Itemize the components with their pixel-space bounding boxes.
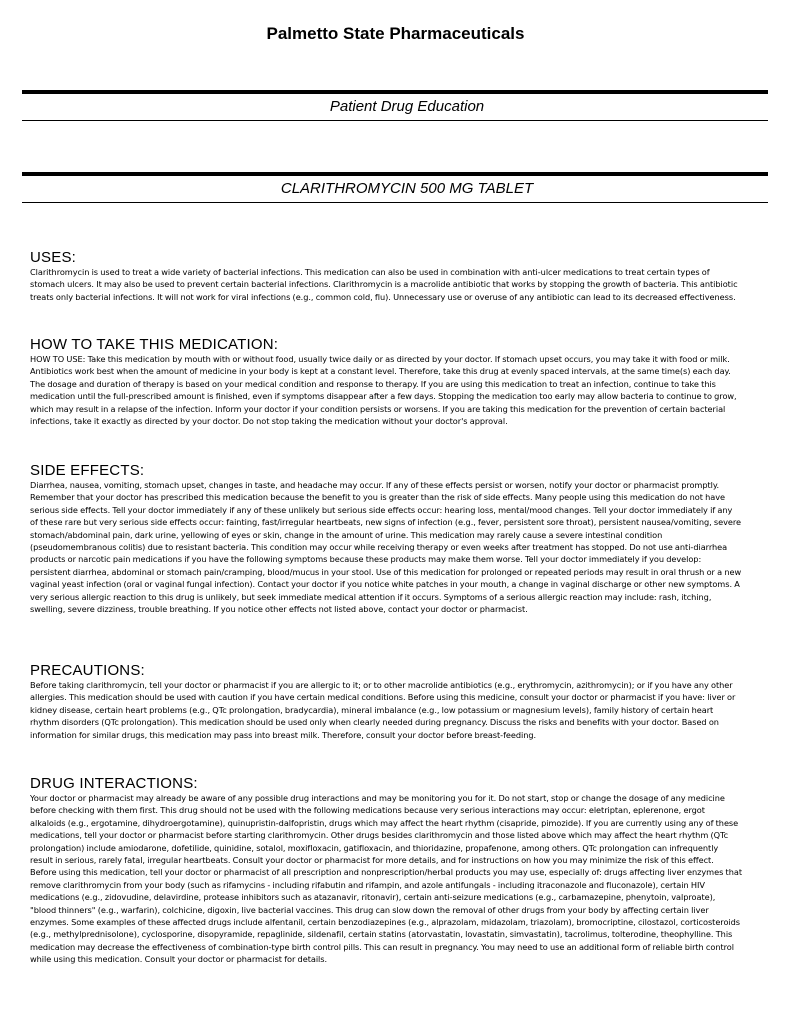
section-heading: DRUG INTERACTIONS: [30, 775, 198, 792]
drug-name: CLARITHROMYCIN 500 MG TABLET [280, 180, 534, 197]
company-name: Palmetto State Pharmaceuticals [266, 24, 525, 43]
subtitle-band [22, 90, 768, 121]
section-body: Clarithromycin is used to treat a wide variety of bacterial infections. This medication can also be used in combination with anti-ulcer medications to treat certain types of stomach ulcers. It may also be used to prevent certain bacterial infections. Clarithromycin is a macrolide antibiotic that works by stopping the growth of bacteria. This antibiotic treats only bacterial infections. It will not work for viral infections (e.g., common cold, flu). Unnecessary use or overuse of any antibiotic can lead to its decreased effectiveness. [30, 267, 738, 302]
section-heading: HOW TO TAKE THIS MEDICATION: [30, 336, 279, 353]
section-uses [30, 250, 742, 303]
top-rule [22, 90, 768, 94]
section-drug-interactions [30, 776, 742, 966]
bottom-rule [22, 202, 768, 203]
top-rule [22, 172, 768, 176]
section-how-to-take [30, 337, 742, 427]
section-heading: PRECAUTIONS: [30, 662, 145, 679]
bottom-rule [22, 120, 768, 121]
section-heading: SIDE EFFECTS: [30, 462, 145, 479]
section-body: Before taking clarithromycin, tell your doctor or pharmacist if you are allergic to it; or to other macrolide antibiotics (e.g., erythromycin, azithromycin); or if you have any other allergies. This medication should be used with caution if you have certain medical conditions. Before using this medicine, consult your doctor or pharmacist if you have: liver or kidney disease, certain heart problems (e.g., QTc prolongation, bradycardia), mineral imbalance (e.g., low potassium or magnesium levels), family history of certain heart rhythm disorders (QTc prolongation). This medication should be used only when clearly needed during pregnancy. Discuss the risks and benefits with your doctor. Based on information for similar drugs, this medication may pass into breast milk. Therefore, consult your doctor before breast-feeding. [30, 680, 736, 740]
section-body: HOW TO USE: Take this medication by mouth with or without food, usually twice daily or as directed by your doctor. If stomach upset occurs, you may take it with food or milk. Antibiotics work best when the amount of medicine in your body is kept at a constant level. Therefore, take this drug at evenly spaced intervals, at the same time(s) each day. The dosage and duration of therapy is based on your medical condition and response to therapy. If you are using this medication to treat an infection, continue to take this medication until the full-prescribed amount is finished, even if symptoms disappear after a few days. Stopping the medication too early may allow bacteria to continue to grow, which may result in a relapse of the infection. Inform your doctor if your condition persists or worsens. If you are taking this medication for the prevention of certain bacterial infections, take it exactly as directed by your doctor. Do not stop taking the medication without your doctor's approval. [30, 354, 737, 427]
drug-name-band [22, 172, 768, 203]
document-subtitle: Patient Drug Education [329, 98, 485, 115]
section-heading: USES: [30, 249, 77, 266]
section-body: Your doctor or pharmacist may already be aware of any possible drug interactions and may be monitoring you for it. Do not start, stop or change the dosage of any medicine before checking with them first. This drug should not be used with the following medications because very serious interactions may occur: eletriptan, eplerenone, ergot alkaloids (e.g., ergotamine, dihydroergotamine), quinupristin-dalfopristin, drugs which may affect the heart rhythm (cisapride, pimozide). If you are currently using any of these medications, tell your doctor or pharmacist before starting clarithromycin. Other drugs besides clarithromycin and those listed above which may affect the heart rhythm (QTc prolongation) include amiodarone, dofetilide, quinidine, sotalol, moxifloxacin, gatifloxacin, and thioridazine, propafenone, among others. QTc prolongation can infrequently result in serious, rarely fatal, irregular heartbeats. Consult your doctor or pharmacist for more details, and for instructions on how you may minimize the risk of this effect. Before using this medication, tell your doctor or pharmacist of all prescription and nonprescription/herbal products you may use, especially of: drugs affecting liver enzymes that remove clarithromycin from your body (such as rifamycins - including rifabutin and rifampin, and azole antifungals - including itraconazole and fluconazole), certain HIV medications (e.g., zidovudine, delavirdine, protease inhibitors such as atazanavir, ritonavir), certain anti-seizure medications (e.g., carbamazepine, phenytoin, valproate), "blood thinners" (e.g., warfarin), colchicine, digoxin, live bacterial vaccines. This drug can slow down the removal of other drugs from your body by affecting certain liver enzymes. Some examples of these affected drugs include alfentanil, certain benzodiazepines (e.g., alprazolam, midazolam, triazolam), bromocriptine, cilostazol, corticosteroids (e.g., methylprednisolone), cyclosporine, disopyramide, repaglinide, sildenafil, certain statins (atorvastatin, lovastatin, simvastatin), tacrolimus, tolterodine, theophylline. This medication may decrease the effectiveness of combination-type birth control pills. This can result in pregnancy. You may need to use an additional form of reliable birth control while using this medication. Consult your doctor or pharmacist for details. [30, 793, 742, 965]
section-body: Diarrhea, nausea, vomiting, stomach upset, changes in taste, and headache may occur. If any of these effects persist or worsen, notify your doctor or pharmacist promptly. Remember that your doctor has prescribed this medication because the benefit to you is greater than the risk of side effects. Many people using this medication do not have serious side effects. Tell your doctor immediately if any of these unlikely but serious side effects occur: hearing loss, mental/mood changes. Tell your doctor immediately if any of these rare but very serious side effects occur: fainting, fast/irregular heartbeats, new signs of infection (e.g., fever, persistent sore throat), persistent nausea/vomiting, severe stomach/abdominal pain, dark urine, yellowing of eyes or skin, change in the amount of urine. This medication may rarely cause a severe intestinal condition (pseudomembranous colitis) due to resistant bacteria. This condition may occur while receiving therapy or even weeks after treatment has stopped. Do not use anti-diarrhea products or narcotic pain medications if you have the following symptoms because these products may make them worse. Tell your doctor immediately if you develop: persistent diarrhea, abdominal or stomach pain/cramping, blood/mucus in your stool. Use of this medication for prolonged or repeated periods may result in oral thrush or a new vaginal yeast infection (oral or vaginal fungal infection). Contact your doctor if you notice white patches in your mouth, a change in vaginal discharge or other new symptoms. A very serious allergic reaction to this drug is unlikely, but seek immediate medical attention if it occurs. Symptoms of a serious allergic reaction may include: rash, itching, swelling, severe dizziness, trouble breathing. If you notice other effects not listed above, contact your doctor or pharmacist. [30, 480, 742, 615]
section-side-effects [30, 463, 742, 615]
section-precautions [30, 663, 742, 741]
